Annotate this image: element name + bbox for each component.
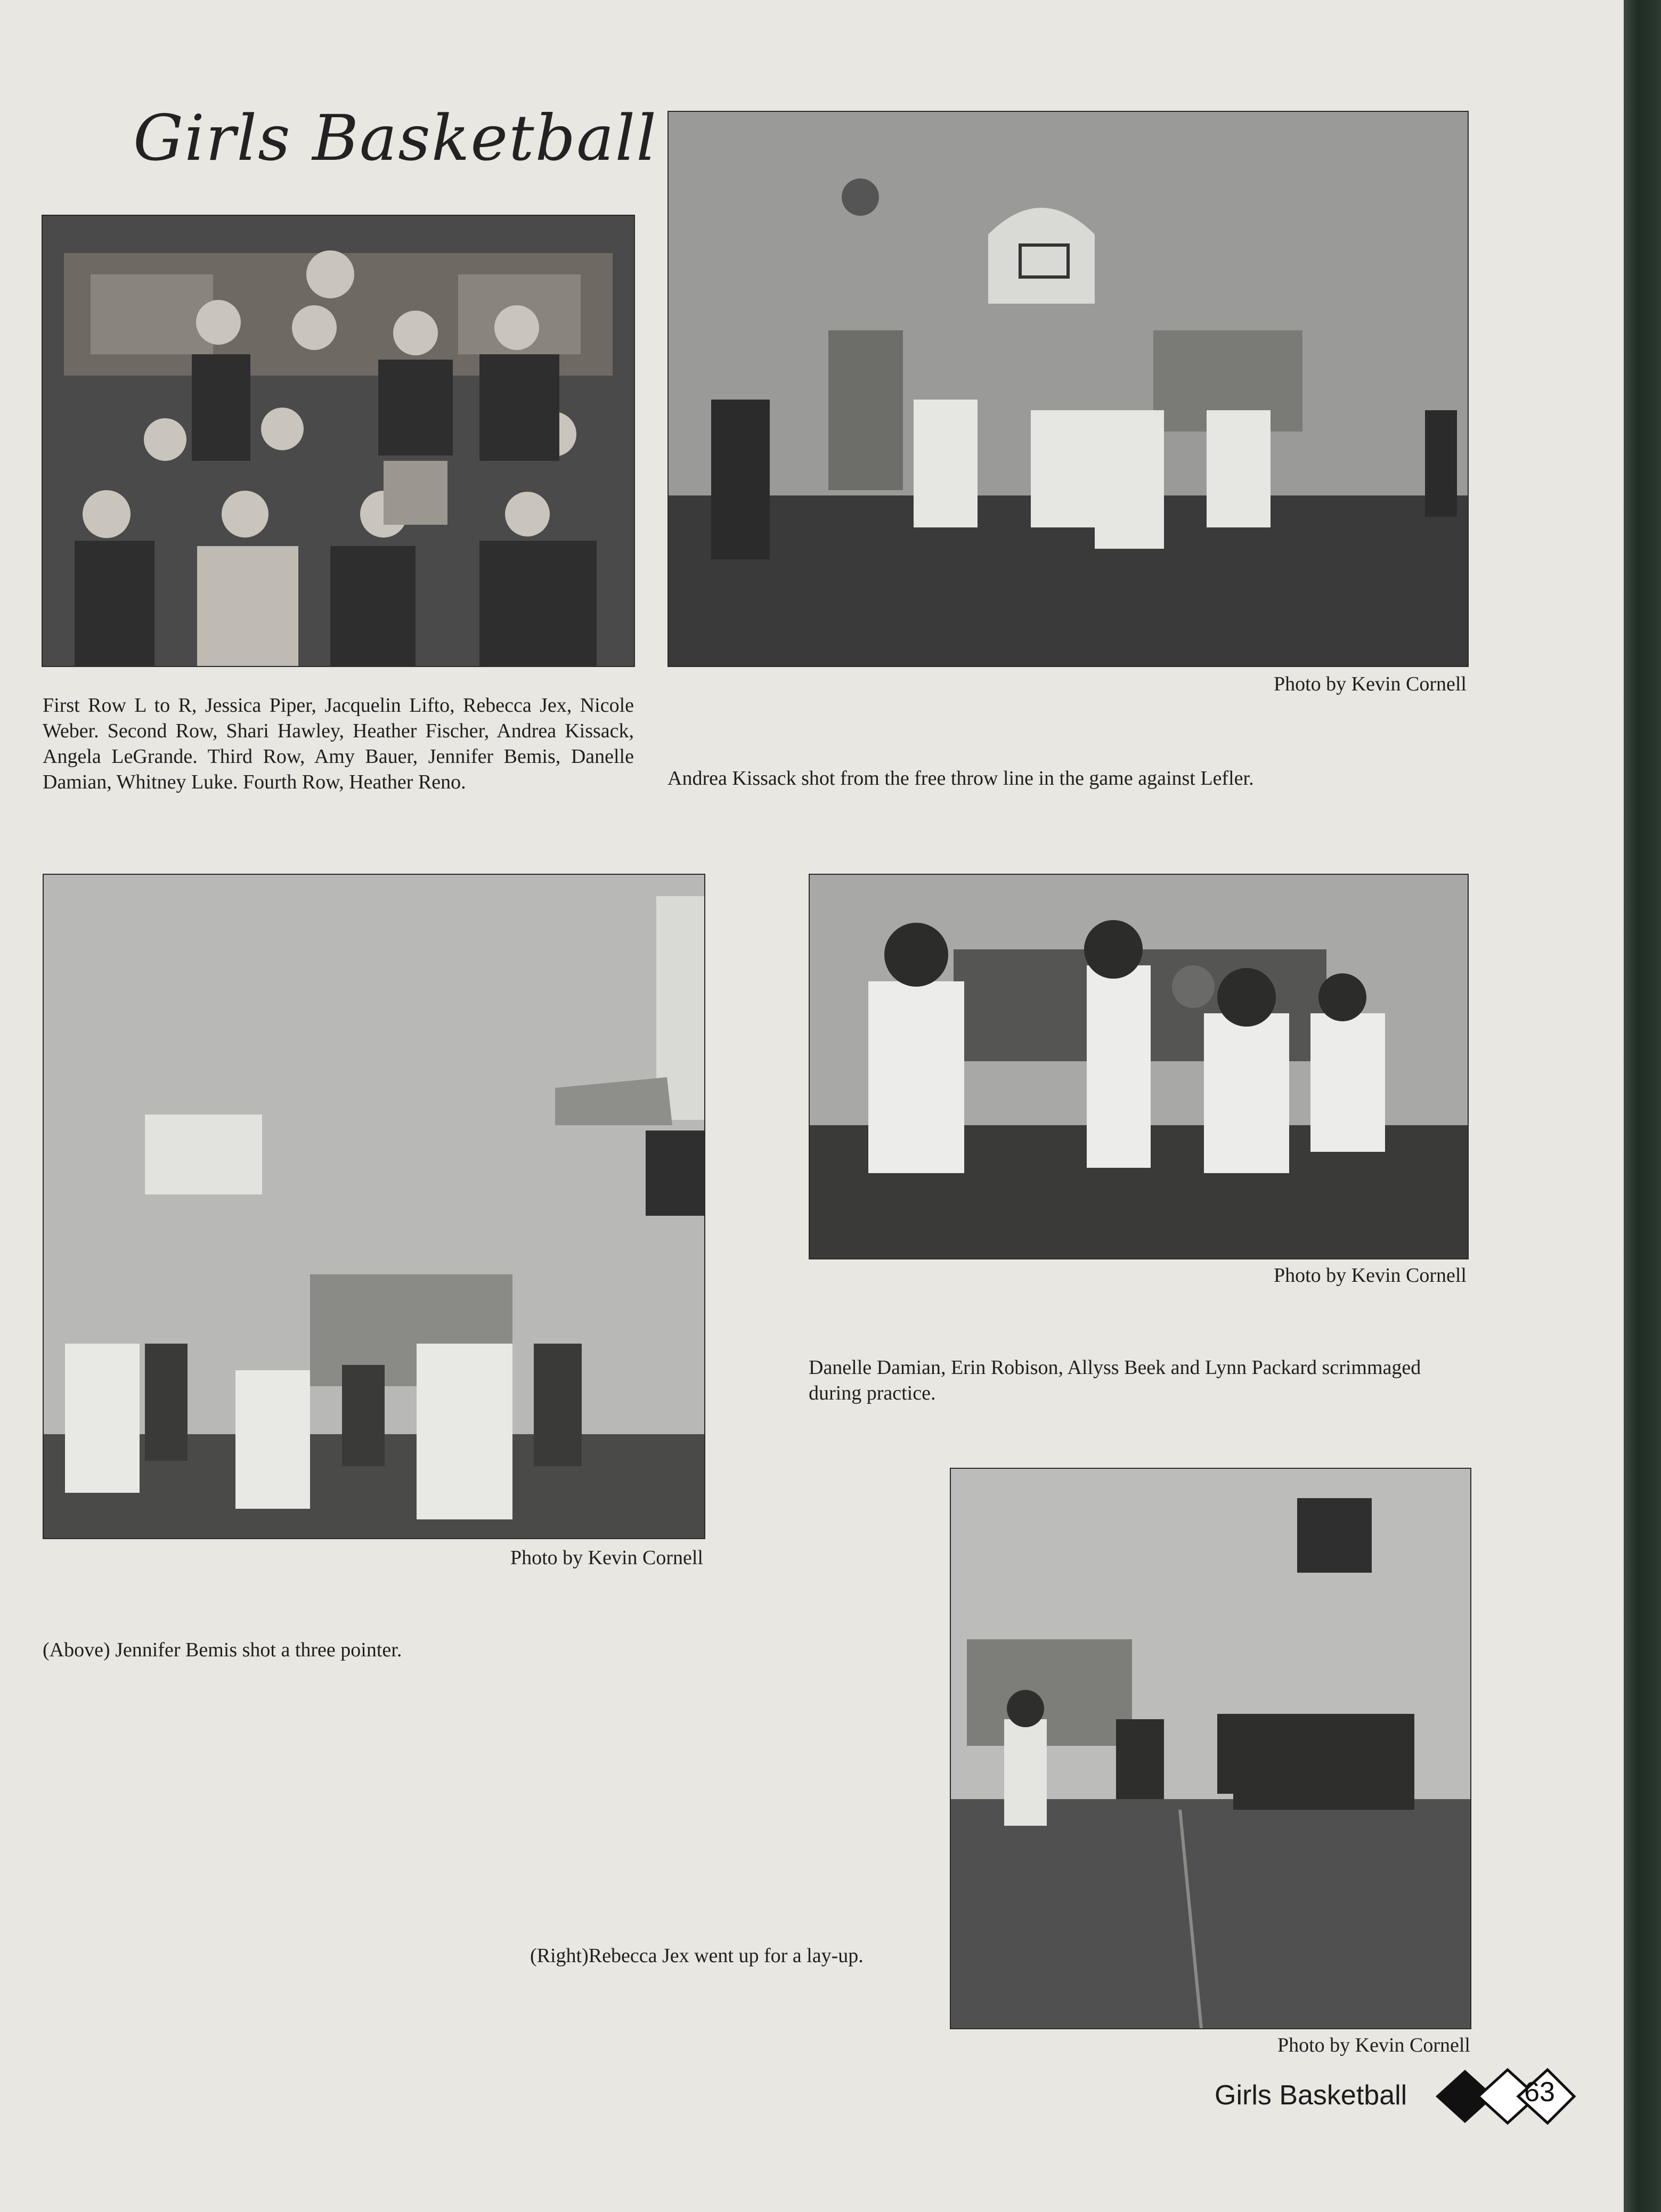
three-pointer-photo	[43, 874, 705, 1539]
three-pointer-caption: (Above) Jennifer Bemis shot a three pointer.	[43, 1639, 402, 1661]
layup-photo	[950, 1468, 1471, 2029]
layup-caption: (Right)Rebecca Jex went up for a lay-up.	[530, 1945, 864, 1967]
binding-edge	[1624, 0, 1661, 2212]
free-throw-credit: Photo by Kevin Cornell	[1273, 673, 1467, 695]
scrimmage-credit: Photo by Kevin Cornell	[1273, 1264, 1467, 1287]
scrimmage-photo	[809, 874, 1469, 1259]
page-title: Girls Basketball	[133, 101, 657, 175]
footer-section-label: Girls Basketball	[1215, 2080, 1407, 2111]
layup-credit: Photo by Kevin Cornell	[1277, 2034, 1470, 2056]
scrimmage-caption: Danelle Damian, Erin Robison, Allyss Beek and Lynn Packard scrimmaged during practice.	[809, 1356, 1421, 1404]
page-number: 63	[1524, 2077, 1555, 2108]
three-pointer-credit: Photo by Kevin Cornell	[510, 1547, 703, 1569]
team-photo	[42, 215, 635, 667]
team-photo-caption: First Row L to R, Jessica Piper, Jacquelin Lifto, Rebecca Jex, Nicole Weber. Second Row, Shari Hawley, Heather Fischer, Andrea Kissack, Angela LeGrande. Third Row, Amy Bauer, Jennifer Bemis, Danelle Damian, Whitney Luke. Fourth Row, Heather Reno.	[43, 694, 634, 793]
free-throw-photo	[667, 111, 1469, 667]
free-throw-caption: Andrea Kissack shot from the free throw line in the game against Lefler.	[667, 767, 1254, 790]
